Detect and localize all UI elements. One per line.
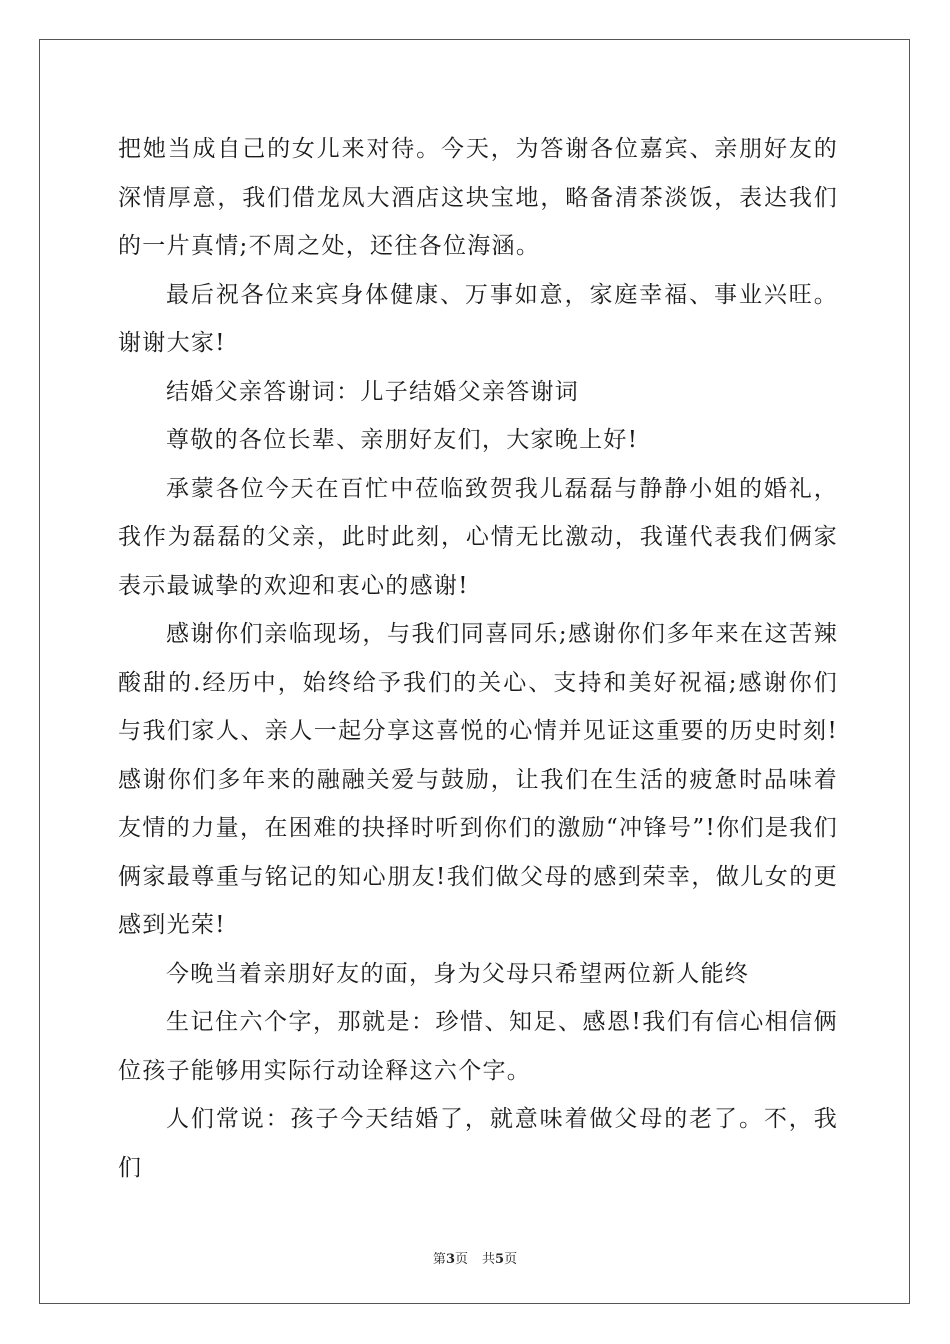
page-footer [0, 1248, 950, 1267]
paragraph-greeting: 尊敬的各位长辈、亲朋好友们，大家晚上好! [166, 427, 639, 453]
total-pages: 5 [495, 1252, 505, 1267]
section-heading: 结婚父亲答谢词：儿子结婚父亲答谢词 [166, 378, 580, 405]
total-suffix: 页 [504, 1252, 518, 1267]
paragraph-thanks: 感谢你们亲临现场，与我们同喜同乐;感谢你们多年来在这苦辣酸甜的.经历中，始终给予我们的关心、支持和美好祝福;感谢你们与我们家人、亲人一起分享这喜悦的心情并见证这重要的历史时刻!感谢你们多年来的融融关爱与鼓励，让我们在生活的疲惫时品味着友情的力量，在困难的抉择时听到你们的激励“冲锋号”!你们是我们俩家最尊重与铭记的知心朋友!我们做父母的感到荣幸，做儿女的更感到光荣! [118, 621, 838, 938]
paragraph-people-say: 人们常说：孩子今天结婚了，就意味着做父母的老了。不，我们 [118, 1106, 838, 1181]
paragraph-six-words: 生记住六个字，那就是：珍惜、知足、感恩!我们有信心相信俩位孩子能够用实际行动诠释这六个字。 [118, 1009, 838, 1084]
paragraph-hope: 今晚当着亲朋好友的面，身为父母只希望两位新人能终 [166, 960, 750, 987]
page-number: 3 [445, 1252, 455, 1267]
page-prefix: 第 [432, 1252, 446, 1267]
document-body [118, 125, 838, 1192]
page-suffix: 页 [454, 1252, 468, 1267]
total-prefix: 共 [482, 1252, 496, 1267]
paragraph-closing-wishes: 最后祝各位来宾身体健康、万事如意，家庭幸福、事业兴旺。谢谢大家! [118, 281, 838, 356]
paragraph-continued: 把她当成自己的女儿来对待。今天，为答谢各位嘉宾、亲朋好友的深情厚意，我们借龙凤大酒店这块宝地，略备清茶淡饭，表达我们的一片真情;不周之处，还往各位海涵。 [118, 136, 838, 259]
paragraph-welcome: 承蒙各位今天在百忙中莅临致贺我儿磊磊与静静小姐的婚礼，我作为磊磊的父亲，此时此刻，心情无比激动，我谨代表我们俩家表示最诚挚的欢迎和衷心的感谢! [118, 475, 838, 599]
